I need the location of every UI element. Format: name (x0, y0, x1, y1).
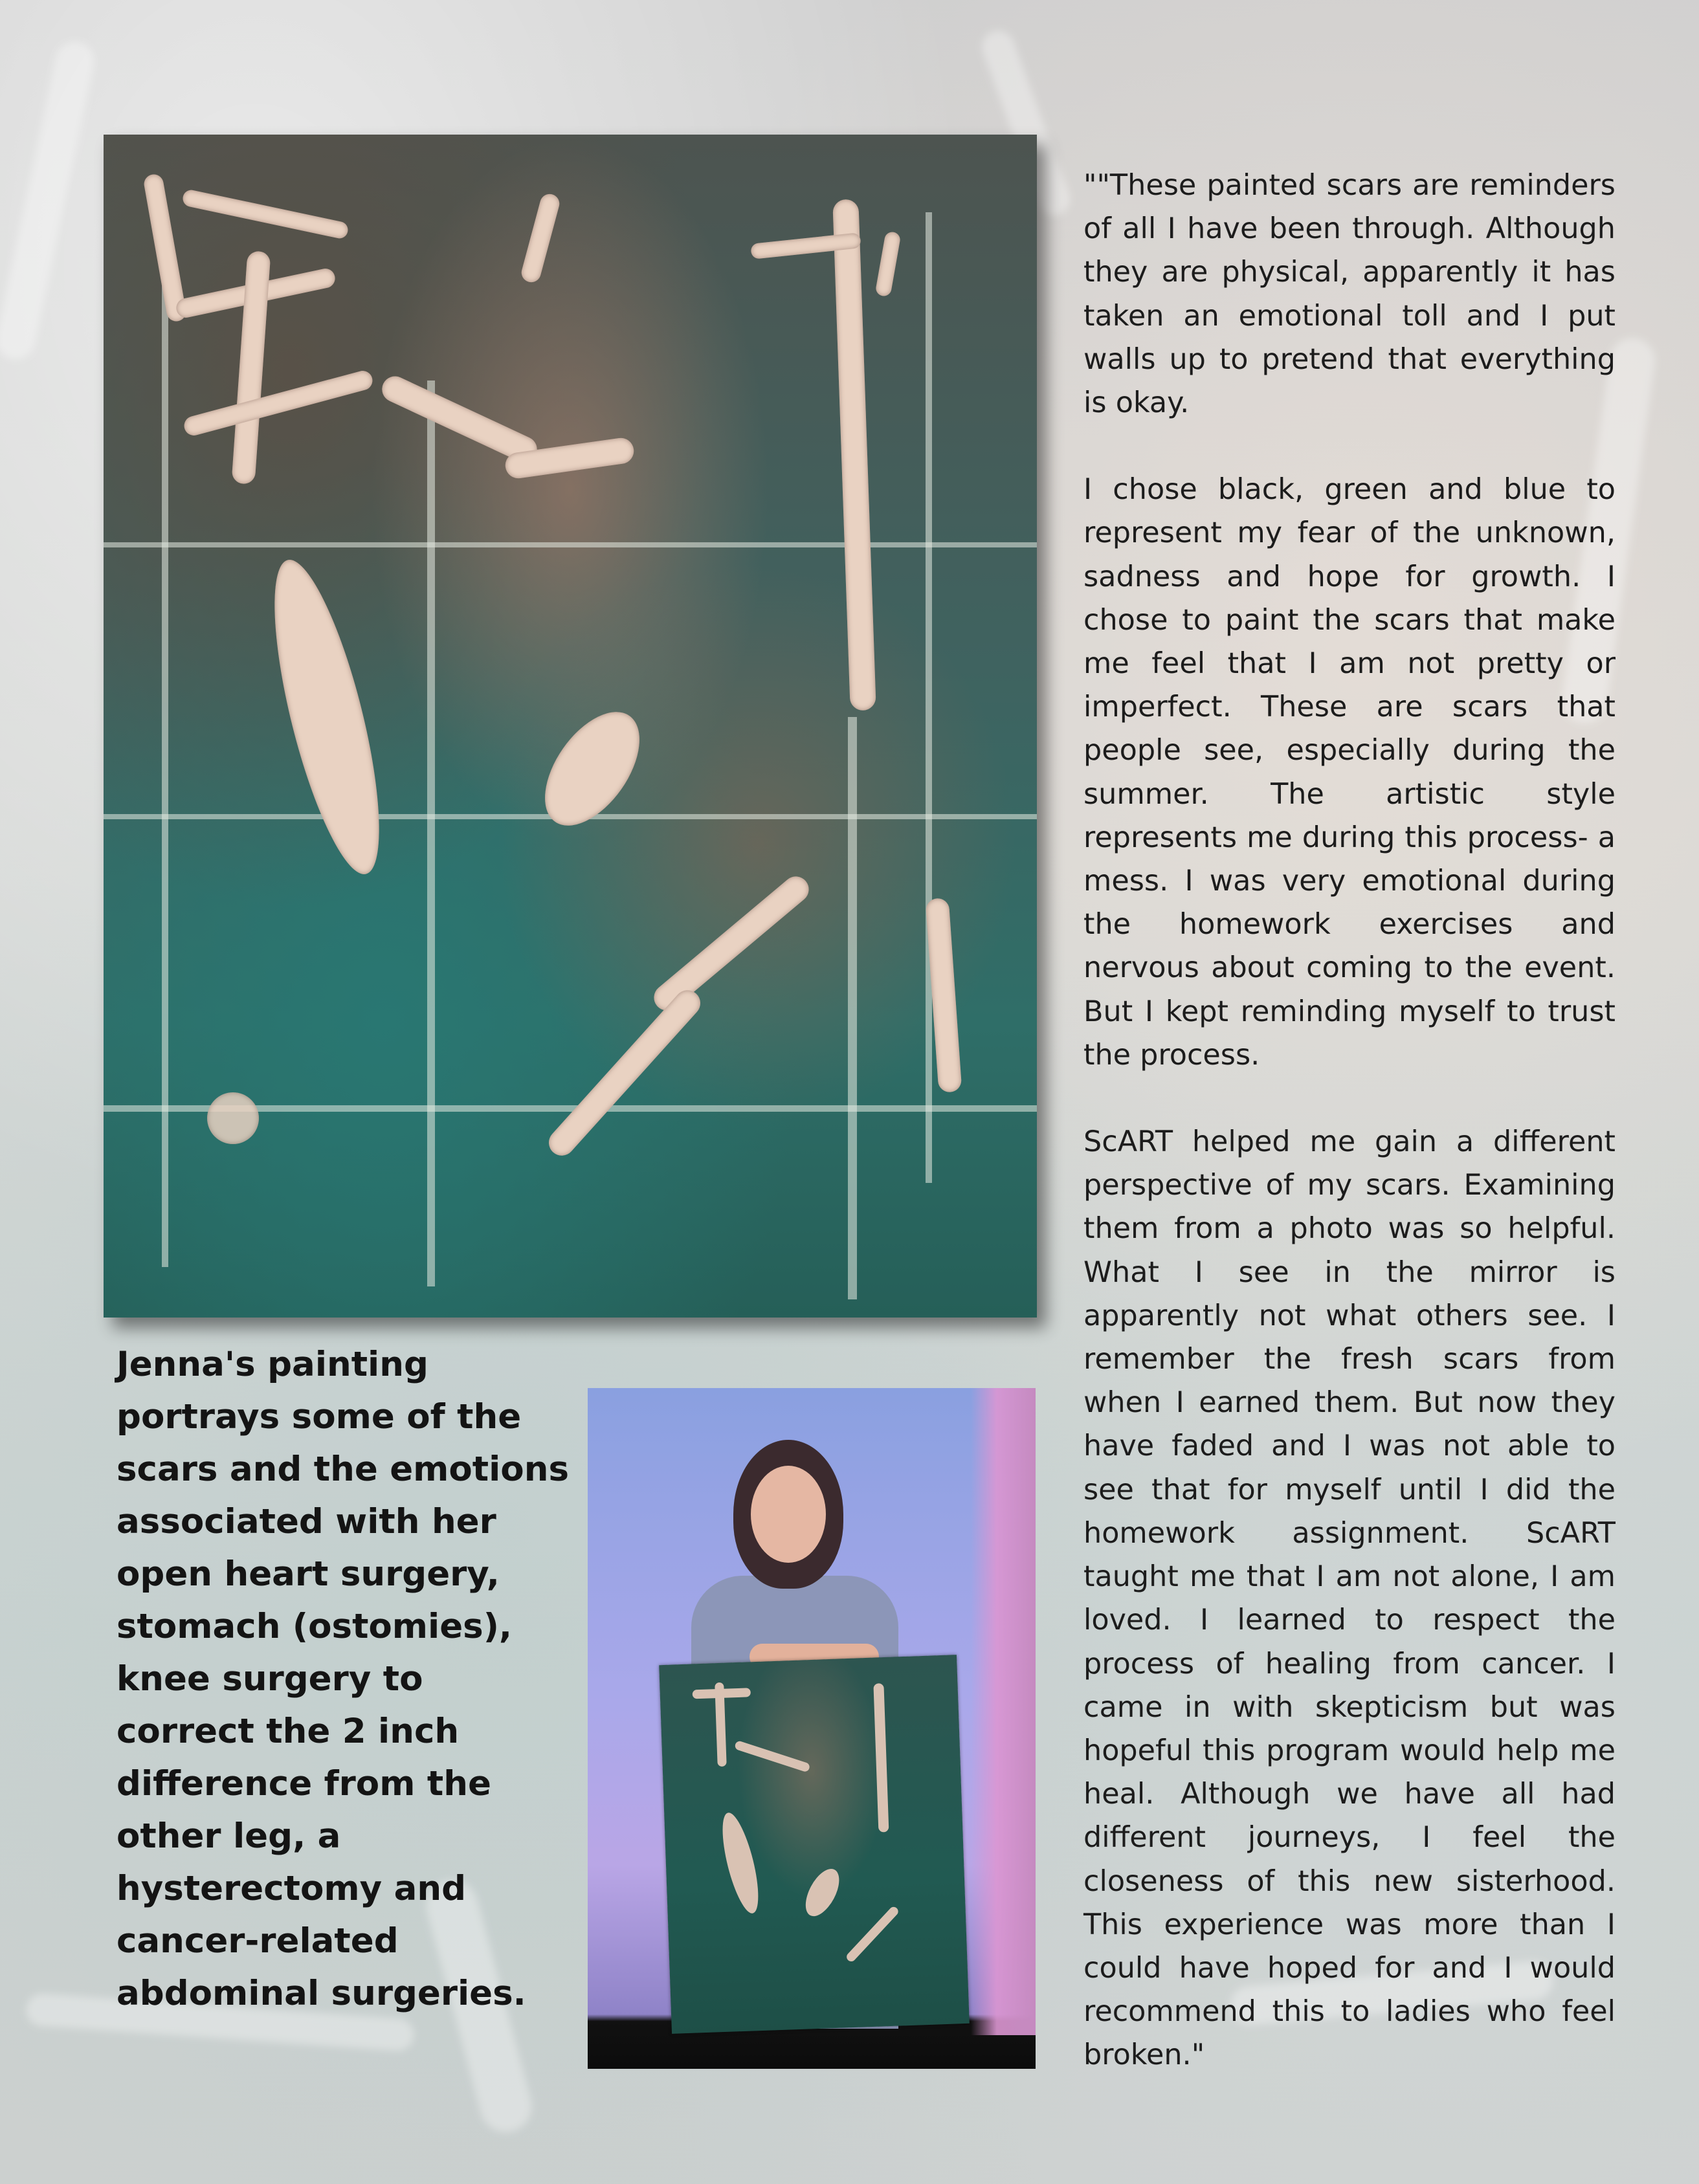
photo-held-painting (659, 1655, 970, 2034)
background-streak (0, 38, 98, 363)
paint-drip (427, 381, 435, 1286)
painted-scar (874, 231, 901, 298)
photo-curtain (971, 1388, 1036, 2035)
paint-drip (104, 542, 1037, 547)
painting-caption: Jenna's painting portrays some of the scars and the emotions associated with her open heart surgery, stomach (ostomies), knee surgery to correct the 2 inch difference from the other leg, a hysterectomy and cancer-related abdominal surgeries. (117, 1345, 569, 2013)
held-painting-scar (799, 1864, 846, 1921)
painted-scar (181, 188, 350, 239)
painted-scar (253, 551, 401, 883)
painted-scar (519, 192, 561, 285)
painted-scar (231, 250, 271, 485)
artist-photo (588, 1388, 1036, 2069)
painted-scar (207, 1092, 259, 1144)
held-painting-scar (715, 1810, 766, 1917)
paint-drip (848, 717, 857, 1299)
painted-scar (182, 369, 375, 438)
quote-paragraph-3: ScART helped me gain a different perspective of my scars. Examining them from a photo was so helpful. What I see in the mirror is apparently not what others see. I remember the fresh scars from when I earned them. But now they have faded and I was not able to see that for myself until I did the homework assignment. ScART taught me that I am not alone, I am loved. I learned to respect the process of healing from cancer. I came in with skepticism but was hopeful this program would help me heal. Although we have all had different journeys, I feel the closeness of this new sisterhood. This experience was more than I could have hoped for and I would recommend this to ladies who feel broken." (1083, 1125, 1616, 2072)
quote-paragraph-1: ""These painted scars are reminders of all I have been through. Although they are physical, apparently it has taken an emotional toll and I put walls up to pretend that everything is okay. (1083, 169, 1616, 420)
testimonial-quote (1083, 164, 1616, 2077)
held-painting-scar (873, 1683, 889, 1832)
paint-drip (926, 212, 932, 1183)
paint-drip (162, 232, 168, 1267)
painting-image (104, 135, 1037, 1318)
held-painting-scar (845, 1905, 900, 1963)
painted-scar (832, 199, 876, 711)
quote-paragraph-2: I chose black, green and blue to represent my fear of the unknown, sadness and hope for growth. I chose to paint the scars that make me feel that I am not pretty or imperfect. These are scars that people see, especially during the summer. The artistic style represents me during this process- a mess. I was very emotional during the homework exercises and nervous about coming to the event. But I kept reminding myself to trust the process. (1083, 473, 1616, 1072)
photo-face (751, 1466, 826, 1563)
painted-scar (526, 696, 659, 843)
painted-scar (649, 871, 814, 1015)
painted-scar (544, 985, 706, 1161)
held-painting-scar (734, 1740, 810, 1772)
